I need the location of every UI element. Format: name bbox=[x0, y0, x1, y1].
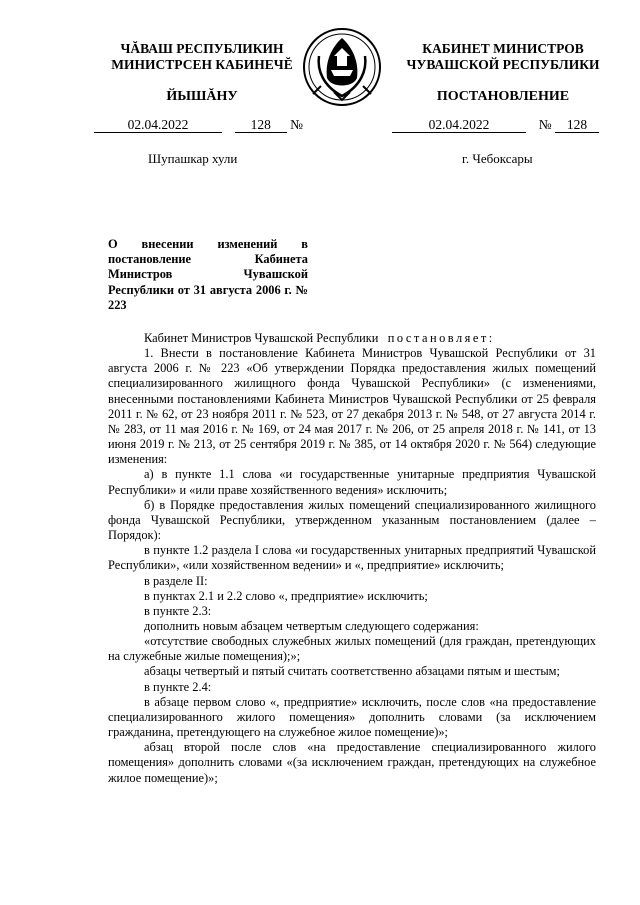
body-paragraph: абзацы четвертый и пятый считать соответственно абзацами пятым и шестым; bbox=[144, 664, 560, 679]
body-paragraph: дополнить новым абзацем четвертым следующего содержания: bbox=[144, 618, 479, 633]
body-paragraph: а) в пункте 1.1 слова «и государственные унитарные предприятия Чувашской Республики» и «или праве хозяйственного ведения» исключить; bbox=[108, 467, 596, 497]
body-paragraph: в пункте 2.4: bbox=[144, 679, 212, 694]
header-left-line-1: ЧĂВАШ РЕСПУБЛИКИН bbox=[120, 41, 284, 56]
body-paragraph: б) в Порядке предоставления жилых помещений специализированного жилищного фонда Чувашской Республики, утвержденном указанным постановлением (далее – Порядок): bbox=[108, 497, 596, 543]
right-number-sign: № bbox=[538, 117, 552, 132]
left-date-number-row bbox=[94, 117, 303, 133]
left-number: 128 bbox=[235, 117, 287, 133]
body-paragraph: 1. Внести в постановление Кабинета Министров Чувашской Республики от 31 августа 2006 г. № 223 «Об утверждении Порядка предоставления жилых помещений специализированного жилищного фонда Чувашской Республики» (с изменениями, внесенными постановлениями Кабинета Министров Чувашской Республики от 25 февраля 2011 г. № 62, от 23 ноября 2011 г. № 523, от 27 декабря 2013 г. № 548, от 27 августа 2014 г. № 283, от 11 мая 2016 г. № 169, от 24 мая 2017 г. № 206, от 25 апреля 2018 г. № 141, от 13 июня 2019 г. № 213, от 25 сентября 2019 г. № 385, от 14 октября 2020 г. № 564) следующие изменения: bbox=[108, 346, 596, 467]
right-date: 02.04.2022 bbox=[392, 117, 526, 133]
intro-verb: постановляет: bbox=[387, 331, 495, 345]
chuvash-coat-of-arms-icon bbox=[301, 26, 383, 108]
body-paragraph: в пунктах 2.1 и 2.2 слово «, предприятие» исключить; bbox=[144, 588, 428, 603]
header-left bbox=[92, 41, 312, 73]
left-number-sign: № bbox=[290, 117, 304, 132]
body-paragraph: в разделе II: bbox=[144, 573, 208, 588]
place-russian: г. Чебоксары bbox=[462, 151, 533, 166]
place-chuvash: Шупашкар хули bbox=[148, 151, 238, 166]
body-paragraph: «отсутствие свободных служебных жилых помещений (для граждан, претендующих на служебные жилые помещения);»; bbox=[108, 634, 596, 664]
body-paragraph: абзац второй после слов «на предоставление специализированного жилого помещения» дополнить словами «(за исключением граждан, претендующих на служебное жилое помещение)»; bbox=[108, 740, 596, 785]
right-date-number-row bbox=[392, 117, 599, 133]
body-paragraph: в абзаце первом слово «, предприятие» исключить, после слов «на предоставление специализированного жилого помещения» дополнить словами (за исключением гражданина, претендующего на служебное жилое помещение)»; bbox=[108, 694, 596, 740]
intro-prefix: Кабинет Министров Чувашской Республики bbox=[144, 331, 379, 345]
header-right bbox=[392, 41, 614, 73]
right-number: 128 bbox=[555, 117, 599, 133]
subject-title: О внесении изменений в постановление Кабинета Министров Чувашской Республики от 31 августа 2006 г. № 223 bbox=[108, 237, 308, 312]
document-body bbox=[108, 331, 596, 786]
body-paragraph: в пункте 2.3: bbox=[144, 603, 212, 618]
intro-paragraph bbox=[108, 331, 596, 346]
left-date: 02.04.2022 bbox=[94, 117, 222, 133]
doc-type-chuvash: ЙЫШĂНУ bbox=[166, 89, 238, 104]
header-right-line-2: ЧУВАШСКОЙ РЕСПУБЛИКИ bbox=[406, 57, 600, 72]
header-left-line-2: МИНИСТРСЕН КАБИНЕЧĔ bbox=[111, 57, 293, 72]
body-paragraph: в пункте 1.2 раздела I слова «и государственных унитарных предприятий Чувашской Республики», «или хозяйственном ведении» и «, предприятие» исключить; bbox=[108, 543, 596, 573]
doc-type-russian: ПОСТАНОВЛЕНИЕ bbox=[436, 89, 570, 104]
header-right-line-1: КАБИНЕТ МИНИСТРОВ bbox=[422, 41, 584, 56]
